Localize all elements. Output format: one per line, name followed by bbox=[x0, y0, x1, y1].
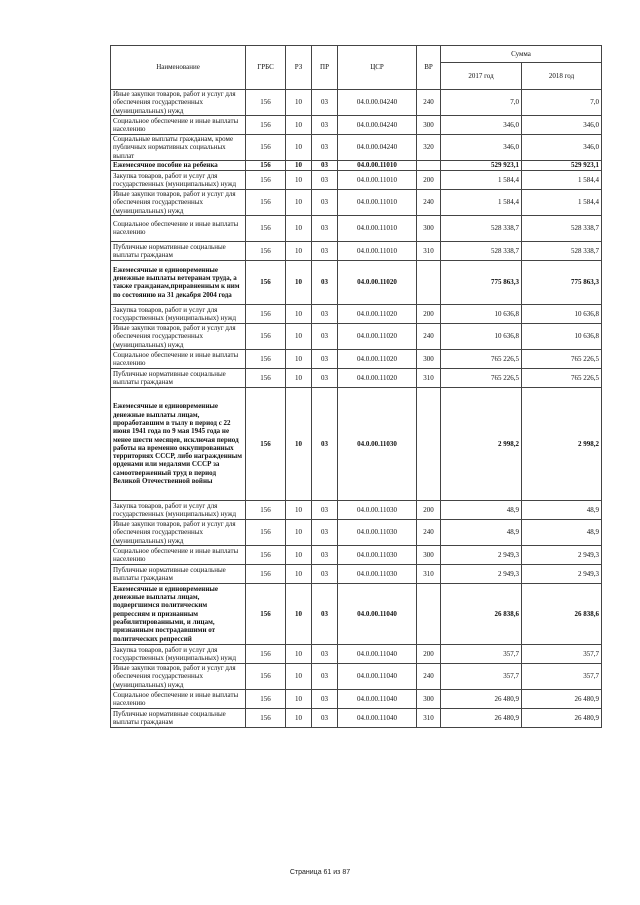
cell-rz: 10 bbox=[286, 304, 312, 323]
table-row bbox=[111, 387, 602, 500]
table-row bbox=[111, 160, 602, 170]
cell-pr: 03 bbox=[312, 260, 338, 304]
cell-grbs: 156 bbox=[246, 663, 286, 689]
cell-pr: 03 bbox=[312, 387, 338, 500]
cell-y2018: 528 338,7 bbox=[522, 241, 602, 260]
cell-y2018: 48,9 bbox=[522, 519, 602, 545]
cell-y2018: 528 338,7 bbox=[522, 215, 602, 241]
cell-y2018: 48,9 bbox=[522, 500, 602, 519]
header-vr: ВР bbox=[417, 46, 441, 90]
cell-name: Ежемесячные и единовременные денежные выплаты лицам, проработавшим в тылу в период с 22 июня 1941 года по 9 мая 1945 года не менее шести месяцев, исключая период работы на временно оккупированных территориях СССР, либо награжденным орденами или медалями СССР за самоотверженный труд в период Великой Отечественной войны bbox=[111, 387, 246, 500]
cell-vr: 300 bbox=[417, 545, 441, 564]
cell-name: Социальное обеспечение и иные выплаты населению bbox=[111, 689, 246, 708]
cell-name: Публичные нормативные социальные выплаты гражданам bbox=[111, 564, 246, 583]
cell-y2018: 357,7 bbox=[522, 644, 602, 663]
cell-pr: 03 bbox=[312, 583, 338, 644]
cell-grbs: 156 bbox=[246, 368, 286, 387]
cell-rz: 10 bbox=[286, 663, 312, 689]
cell-y2017: 775 863,3 bbox=[441, 260, 522, 304]
cell-csr: 04.0.00.11010 bbox=[338, 170, 417, 189]
cell-rz: 10 bbox=[286, 90, 312, 116]
header-pr: ПР bbox=[312, 46, 338, 90]
cell-name: Публичные нормативные социальные выплаты гражданам bbox=[111, 368, 246, 387]
header-grbs: ГРБС bbox=[246, 46, 286, 90]
cell-pr: 03 bbox=[312, 368, 338, 387]
cell-y2017: 26 480,9 bbox=[441, 689, 522, 708]
header-name: Наименование bbox=[111, 46, 246, 90]
cell-csr: 04.0.00.11040 bbox=[338, 583, 417, 644]
cell-y2018: 346,0 bbox=[522, 116, 602, 135]
cell-vr: 310 bbox=[417, 368, 441, 387]
cell-vr: 240 bbox=[417, 519, 441, 545]
cell-vr: 200 bbox=[417, 500, 441, 519]
cell-grbs: 156 bbox=[246, 349, 286, 368]
cell-grbs: 156 bbox=[246, 135, 286, 161]
cell-csr: 04.0.00.11030 bbox=[338, 545, 417, 564]
cell-y2017: 26 480,9 bbox=[441, 708, 522, 727]
cell-vr: 240 bbox=[417, 663, 441, 689]
table-row bbox=[111, 349, 602, 368]
cell-vr bbox=[417, 583, 441, 644]
cell-y2018: 10 636,8 bbox=[522, 323, 602, 349]
cell-name: Социальное обеспечение и иные выплаты населению bbox=[111, 349, 246, 368]
cell-pr: 03 bbox=[312, 708, 338, 727]
cell-name: Социальное обеспечение и иные выплаты населению bbox=[111, 215, 246, 241]
cell-csr: 04.0.00.11020 bbox=[338, 260, 417, 304]
cell-rz: 10 bbox=[286, 708, 312, 727]
cell-rz: 10 bbox=[286, 368, 312, 387]
table-row bbox=[111, 708, 602, 727]
cell-rz: 10 bbox=[286, 241, 312, 260]
page-number: Страница 61 из 87 bbox=[289, 869, 351, 876]
cell-y2017: 765 226,5 bbox=[441, 368, 522, 387]
cell-y2017: 7,0 bbox=[441, 90, 522, 116]
cell-vr: 310 bbox=[417, 241, 441, 260]
cell-vr: 300 bbox=[417, 689, 441, 708]
table-row bbox=[111, 519, 602, 545]
cell-csr: 04.0.00.11020 bbox=[338, 304, 417, 323]
cell-y2017: 357,7 bbox=[441, 663, 522, 689]
cell-csr: 04.0.00.11010 bbox=[338, 189, 417, 215]
header-sum: Сумма bbox=[441, 46, 602, 63]
cell-y2018: 346,0 bbox=[522, 135, 602, 161]
cell-rz: 10 bbox=[286, 189, 312, 215]
cell-rz: 10 bbox=[286, 323, 312, 349]
cell-csr: 04.0.00.04240 bbox=[338, 135, 417, 161]
cell-rz: 10 bbox=[286, 564, 312, 583]
cell-rz: 10 bbox=[286, 116, 312, 135]
cell-name: Иные закупки товаров, работ и услуг для обеспечения государственных (муниципальных) нужд bbox=[111, 663, 246, 689]
cell-csr: 04.0.00.11030 bbox=[338, 564, 417, 583]
cell-y2017: 765 226,5 bbox=[441, 349, 522, 368]
table-row bbox=[111, 170, 602, 189]
cell-grbs: 156 bbox=[246, 323, 286, 349]
cell-rz: 10 bbox=[286, 689, 312, 708]
table-row bbox=[111, 689, 602, 708]
cell-y2018: 26 480,9 bbox=[522, 689, 602, 708]
cell-pr: 03 bbox=[312, 564, 338, 583]
header-rz: РЗ bbox=[286, 46, 312, 90]
cell-grbs: 156 bbox=[246, 708, 286, 727]
table-row bbox=[111, 90, 602, 116]
cell-y2017: 357,7 bbox=[441, 644, 522, 663]
cell-grbs: 156 bbox=[246, 564, 286, 583]
header-csr: ЦСР bbox=[338, 46, 417, 90]
header-2018: 2018 год bbox=[522, 63, 602, 90]
cell-y2018: 2 949,3 bbox=[522, 545, 602, 564]
table-row bbox=[111, 116, 602, 135]
table-row bbox=[111, 215, 602, 241]
cell-y2018: 2 949,3 bbox=[522, 564, 602, 583]
cell-csr: 04.0.00.11040 bbox=[338, 689, 417, 708]
cell-csr: 04.0.00.11010 bbox=[338, 160, 417, 170]
cell-y2017: 2 949,3 bbox=[441, 545, 522, 564]
cell-pr: 03 bbox=[312, 323, 338, 349]
cell-pr: 03 bbox=[312, 545, 338, 564]
cell-name: Социальные выплаты гражданам, кроме публичных нормативных социальных выплат bbox=[111, 135, 246, 161]
cell-y2017: 529 923,1 bbox=[441, 160, 522, 170]
table-row bbox=[111, 260, 602, 304]
cell-name: Закупка товаров, работ и услуг для государственных (муниципальных) нужд bbox=[111, 170, 246, 189]
cell-rz: 10 bbox=[286, 583, 312, 644]
cell-y2017: 346,0 bbox=[441, 135, 522, 161]
cell-rz: 10 bbox=[286, 500, 312, 519]
cell-vr: 200 bbox=[417, 304, 441, 323]
table-row bbox=[111, 323, 602, 349]
table-row bbox=[111, 135, 602, 161]
cell-pr: 03 bbox=[312, 304, 338, 323]
cell-rz: 10 bbox=[286, 644, 312, 663]
cell-name: Социальное обеспечение и иные выплаты населению bbox=[111, 116, 246, 135]
cell-csr: 04.0.00.11040 bbox=[338, 663, 417, 689]
cell-csr: 04.0.00.11010 bbox=[338, 241, 417, 260]
cell-grbs: 156 bbox=[246, 519, 286, 545]
cell-csr: 04.0.00.04240 bbox=[338, 116, 417, 135]
cell-vr: 320 bbox=[417, 135, 441, 161]
cell-name: Социальное обеспечение и иные выплаты населению bbox=[111, 545, 246, 564]
cell-y2018: 26 480,9 bbox=[522, 708, 602, 727]
cell-vr: 240 bbox=[417, 189, 441, 215]
cell-pr: 03 bbox=[312, 160, 338, 170]
cell-y2018: 7,0 bbox=[522, 90, 602, 116]
cell-csr: 04.0.00.11020 bbox=[338, 349, 417, 368]
cell-name: Ежемесячные и единовременные денежные выплаты ветеранам труда, а также гражданам,приравненным к ним по состоянию на 31 декабря 2004 года bbox=[111, 260, 246, 304]
table-row bbox=[111, 500, 602, 519]
cell-y2018: 1 584,4 bbox=[522, 189, 602, 215]
cell-rz: 10 bbox=[286, 135, 312, 161]
cell-name: Публичные нормативные социальные выплаты гражданам bbox=[111, 708, 246, 727]
cell-grbs: 156 bbox=[246, 241, 286, 260]
cell-name: Ежемесячное пособие на ребенка bbox=[111, 160, 246, 170]
cell-grbs: 156 bbox=[246, 689, 286, 708]
cell-vr: 200 bbox=[417, 170, 441, 189]
cell-y2017: 48,9 bbox=[441, 500, 522, 519]
table-row bbox=[111, 644, 602, 663]
cell-rz: 10 bbox=[286, 160, 312, 170]
cell-pr: 03 bbox=[312, 349, 338, 368]
cell-y2017: 528 338,7 bbox=[441, 215, 522, 241]
cell-y2017: 10 636,8 bbox=[441, 304, 522, 323]
table-row bbox=[111, 304, 602, 323]
cell-y2018: 529 923,1 bbox=[522, 160, 602, 170]
cell-csr: 04.0.00.11010 bbox=[338, 215, 417, 241]
cell-pr: 03 bbox=[312, 189, 338, 215]
cell-rz: 10 bbox=[286, 349, 312, 368]
cell-name: Иные закупки товаров, работ и услуг для обеспечения государственных (муниципальных) нужд bbox=[111, 323, 246, 349]
cell-pr: 03 bbox=[312, 116, 338, 135]
table-row bbox=[111, 189, 602, 215]
cell-vr bbox=[417, 260, 441, 304]
cell-csr: 04.0.00.11020 bbox=[338, 323, 417, 349]
cell-grbs: 156 bbox=[246, 116, 286, 135]
cell-name: Закупка товаров, работ и услуг для государственных (муниципальных) нужд bbox=[111, 644, 246, 663]
cell-csr: 04.0.00.11040 bbox=[338, 708, 417, 727]
cell-y2017: 26 838,6 bbox=[441, 583, 522, 644]
cell-grbs: 156 bbox=[246, 215, 286, 241]
cell-csr: 04.0.00.11020 bbox=[338, 368, 417, 387]
table-body bbox=[111, 90, 602, 728]
cell-rz: 10 bbox=[286, 545, 312, 564]
cell-y2018: 1 584,4 bbox=[522, 170, 602, 189]
cell-pr: 03 bbox=[312, 689, 338, 708]
cell-name: Иные закупки товаров, работ и услуг для обеспечения государственных (муниципальных) нужд bbox=[111, 90, 246, 116]
header-2017: 2017 год bbox=[441, 63, 522, 90]
cell-csr: 04.0.00.11030 bbox=[338, 500, 417, 519]
cell-y2017: 10 636,8 bbox=[441, 323, 522, 349]
cell-name: Иные закупки товаров, работ и услуг для обеспечения государственных (муниципальных) нужд bbox=[111, 519, 246, 545]
cell-vr: 240 bbox=[417, 323, 441, 349]
cell-rz: 10 bbox=[286, 170, 312, 189]
cell-y2017: 1 584,4 bbox=[441, 189, 522, 215]
cell-vr: 200 bbox=[417, 644, 441, 663]
cell-name: Иные закупки товаров, работ и услуг для обеспечения государственных (муниципальных) нужд bbox=[111, 189, 246, 215]
cell-vr: 310 bbox=[417, 708, 441, 727]
cell-grbs: 156 bbox=[246, 260, 286, 304]
cell-grbs: 156 bbox=[246, 583, 286, 644]
cell-grbs: 156 bbox=[246, 644, 286, 663]
cell-csr: 04.0.00.04240 bbox=[338, 90, 417, 116]
cell-vr: 300 bbox=[417, 215, 441, 241]
cell-y2017: 346,0 bbox=[441, 116, 522, 135]
cell-pr: 03 bbox=[312, 135, 338, 161]
cell-y2018: 26 838,6 bbox=[522, 583, 602, 644]
cell-pr: 03 bbox=[312, 644, 338, 663]
cell-grbs: 156 bbox=[246, 545, 286, 564]
cell-pr: 03 bbox=[312, 170, 338, 189]
cell-y2018: 10 636,8 bbox=[522, 304, 602, 323]
cell-grbs: 156 bbox=[246, 304, 286, 323]
cell-y2017: 2 998,2 bbox=[441, 387, 522, 500]
cell-grbs: 156 bbox=[246, 189, 286, 215]
cell-csr: 04.0.00.11030 bbox=[338, 387, 417, 500]
cell-vr: 240 bbox=[417, 90, 441, 116]
cell-rz: 10 bbox=[286, 215, 312, 241]
cell-rz: 10 bbox=[286, 260, 312, 304]
cell-name: Закупка товаров, работ и услуг для государственных (муниципальных) нужд bbox=[111, 304, 246, 323]
cell-vr: 310 bbox=[417, 564, 441, 583]
cell-y2018: 765 226,5 bbox=[522, 368, 602, 387]
table-row bbox=[111, 564, 602, 583]
table-row bbox=[111, 241, 602, 260]
cell-name: Публичные нормативные социальные выплаты гражданам bbox=[111, 241, 246, 260]
cell-grbs: 156 bbox=[246, 160, 286, 170]
cell-y2017: 1 584,4 bbox=[441, 170, 522, 189]
budget-table bbox=[110, 45, 602, 728]
cell-vr bbox=[417, 387, 441, 500]
cell-y2018: 765 226,5 bbox=[522, 349, 602, 368]
cell-y2018: 357,7 bbox=[522, 663, 602, 689]
cell-vr bbox=[417, 160, 441, 170]
table-row bbox=[111, 583, 602, 644]
table-row bbox=[111, 545, 602, 564]
cell-vr: 300 bbox=[417, 349, 441, 368]
cell-pr: 03 bbox=[312, 90, 338, 116]
table-row bbox=[111, 368, 602, 387]
cell-csr: 04.0.00.11030 bbox=[338, 519, 417, 545]
cell-name: Ежемесячные и единовременные денежные выплаты лицам, подвергшимся политическим репрессиям и признанным реабилитированными, и лицам, признанным пострадавшими от политических репрессий bbox=[111, 583, 246, 644]
cell-rz: 10 bbox=[286, 519, 312, 545]
cell-pr: 03 bbox=[312, 663, 338, 689]
table-row bbox=[111, 663, 602, 689]
cell-y2017: 528 338,7 bbox=[441, 241, 522, 260]
cell-csr: 04.0.00.11040 bbox=[338, 644, 417, 663]
cell-vr: 300 bbox=[417, 116, 441, 135]
cell-pr: 03 bbox=[312, 519, 338, 545]
cell-pr: 03 bbox=[312, 215, 338, 241]
cell-grbs: 156 bbox=[246, 90, 286, 116]
cell-name: Закупка товаров, работ и услуг для государственных (муниципальных) нужд bbox=[111, 500, 246, 519]
cell-grbs: 156 bbox=[246, 170, 286, 189]
cell-grbs: 156 bbox=[246, 387, 286, 500]
cell-grbs: 156 bbox=[246, 500, 286, 519]
cell-y2018: 775 863,3 bbox=[522, 260, 602, 304]
cell-y2018: 2 998,2 bbox=[522, 387, 602, 500]
cell-y2017: 2 949,3 bbox=[441, 564, 522, 583]
cell-y2017: 48,9 bbox=[441, 519, 522, 545]
cell-pr: 03 bbox=[312, 241, 338, 260]
cell-rz: 10 bbox=[286, 387, 312, 500]
cell-pr: 03 bbox=[312, 500, 338, 519]
